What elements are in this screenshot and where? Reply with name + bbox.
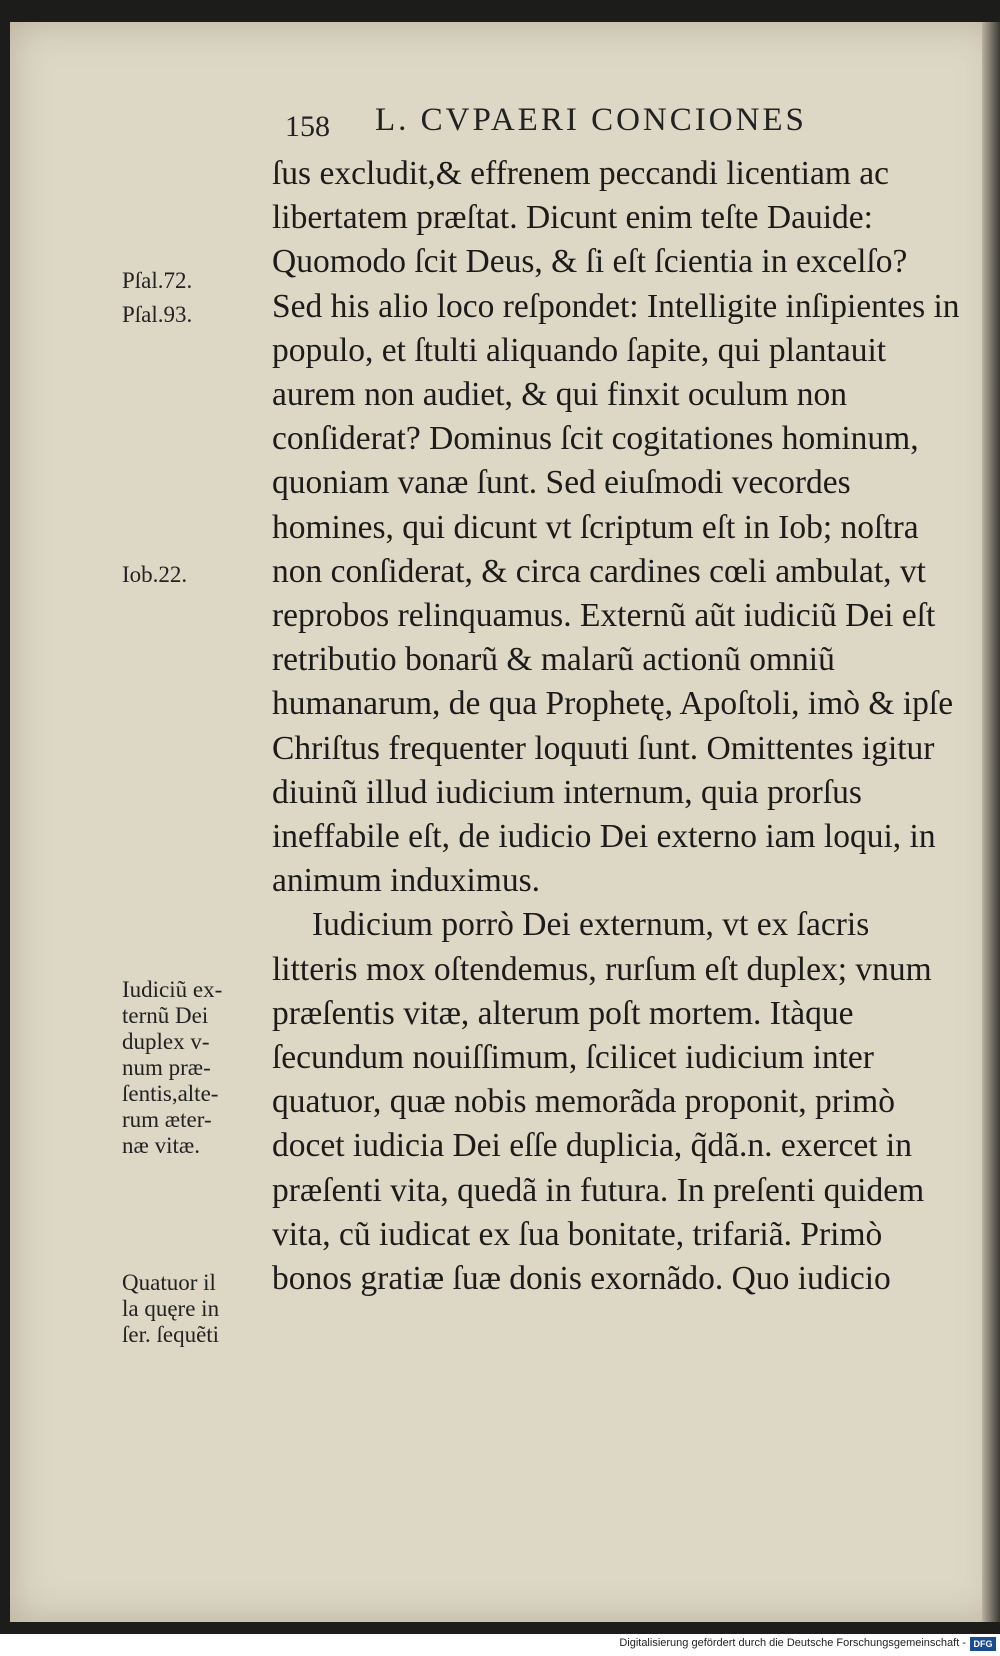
margin-note-line: Iudiciũ ex- [122, 977, 223, 1002]
margin-note-line: næ vitæ. [122, 1133, 200, 1158]
margin-note-psal72: Pſal.72. [122, 268, 193, 293]
margin-note-iob22: Iob.22. [122, 562, 188, 587]
margin-note-line: la quęre in [122, 1296, 220, 1321]
margin-note-line: ſentis,alte- [122, 1081, 219, 1106]
page-header [10, 102, 1000, 152]
paragraph-2: Iudicium porrò Dei externum, vt ex ſacris litteris mox oſtendemus, rurſum eſt duplex; vnum præſentis vitæ, alterum poſt mortem. Itàque ſecundum nouiſſimum, ſcilicet iudicium inter quatuor, quæ nobis memorãda proponit, primò docet iudicia Dei eſſe duplicia, q̃dã.n. exercet in præſenti vita, quedã in futura. In preſenti quidem vita, cũ iudicat ex ſua bonitate, trifariã. Primò bonos gratiæ ſuæ donis exornãdo. Quo iudicio [272, 906, 932, 1298]
margin-note-line: Quatuor il [122, 1270, 216, 1295]
margin-note-quatuor [122, 1270, 282, 1348]
paragraph-1: ſus excludit,& effrenem peccandi licentiam ac libertatem præſtat. Dicunt enim teſte Dauide: Quomodo ſcit Deus, & ſi eſt ſcientia in excelſo? Sed his alio loco reſpondet: Intelligite inſipientes in populo, et ſtulti aliquando ſapite, qui plantauit aurem non audiet, & qui finxit oculum non conſiderat? Dominus ſcit cogitationes hominum, quoniam vanæ ſunt. Sed eiuſmodi vecordes homines, qui dicunt vt ſcriptum eſt in Iob; noſtra non conſiderat, & circa cardines cœli ambulat, vt reprobos relinquamus. Externũ aũt iudiciũ Dei eſt retributio bonarũ & malarũ actionũ omniũ humanarum, de qua Prophetę, Apoſtoli, imò & ipſe Chriſtus frequenter loquuti ſunt. Omittentes igitur diuinũ illud iudicium internum, quia prorſus ineffabile eſt, de iudicio Dei externo iam loqui, in animum induximus. [272, 155, 960, 900]
page-spine-shadow [982, 22, 1000, 1622]
margin-note-psal93: Pſal.93. [122, 302, 193, 327]
body-text [272, 152, 962, 1301]
margin-note-line: rum æter- [122, 1107, 212, 1132]
book-page [10, 22, 1000, 1622]
margin-note-line: duplex v- [122, 1029, 210, 1054]
footer-strip [0, 1634, 1000, 1656]
margin-note-line: ſer. ſequẽti [122, 1322, 220, 1347]
margin-note-line: num præ- [122, 1055, 211, 1080]
page-number: 158 [285, 110, 330, 143]
digitization-credit: Digitalisierung gefördert durch die Deutsche Forschungsgemeinschaft - [619, 1637, 966, 1649]
margin-note-line: ternũ Dei [122, 1003, 209, 1028]
running-title: L. CVPAERI CONCIONES [375, 102, 807, 138]
margin-note-judicium [122, 977, 282, 1159]
dfg-logo: DFG [970, 1637, 996, 1651]
